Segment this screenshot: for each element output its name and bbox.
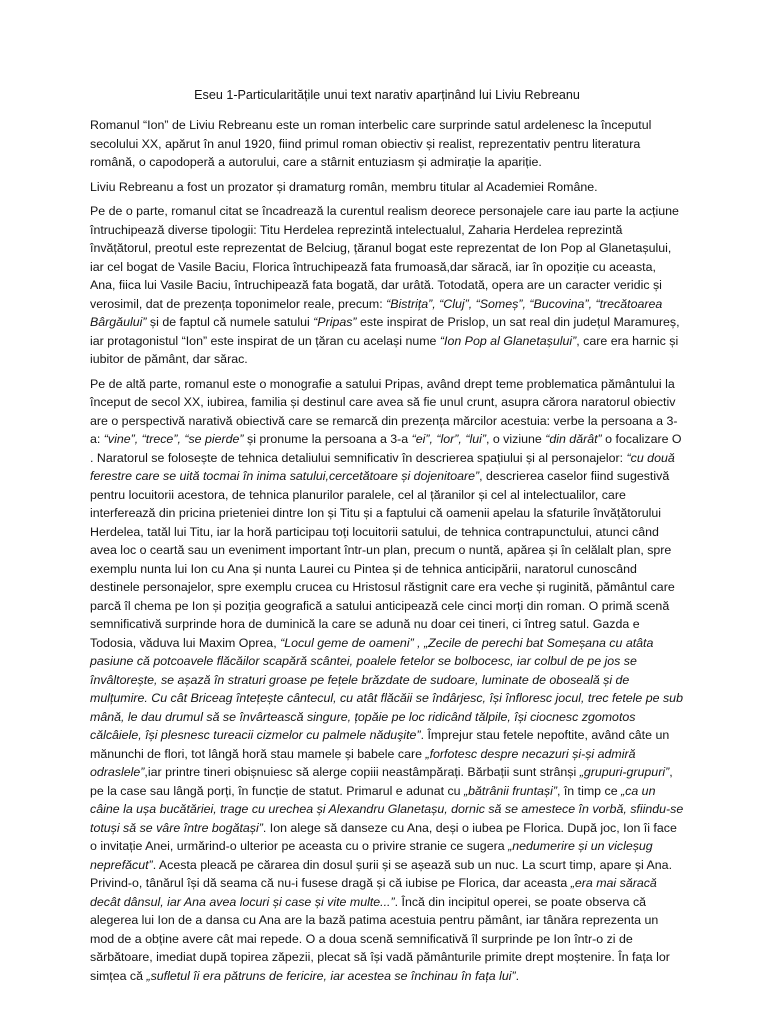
- document-title: Eseu 1-Particularitățile unui text narativ aparținând lui Liviu Rebreanu: [194, 88, 580, 102]
- text-run: , care era harnic și iubitor de pământ, dar sărac.: [90, 333, 679, 366]
- text-run: este inspirat de Prislop, un sat real din județul Maramureș, iar protagonistul “Ion” este inspirat de un țăran cu același nume: [90, 315, 680, 348]
- text-run: Pe de o parte, romanul citat se încadrează la curentul realism deorece personajele care iau parte la acțiune întruchipează diverse tipologii: Titu Herdelea reprezintă intelectualul, Zaharia Herdelea reprezintă învățătorul, preotul este reprezentat de Belciug, țăranul bogat este reprezentat de Ion Pop al Glanetașului, iar cel bogat de Vasile Baciu, Florica întruchipează fata frumoasă,dar săracă, iar în opoziție cu aceasta, Ana, fiica lui Vasile Baciu, întruchipează fata bogată, dar urâtă. Totodată, opera are un caracter veridic și verosimil, dat de prezența toponimelor reale, precum:: [90, 204, 679, 311]
- text-run: și de faptul că numele satului: [146, 315, 314, 329]
- italic-quote: “Pripas”: [313, 315, 357, 329]
- text-run: . Încă din incipitul operei, se poate observa că alegerea lui Ion de a dansa cu Ana are la bază patima acestuia pentru pământ, iar tânăra reprezenta un mod de a obține avere cât mai repede. O a doua scenă semnificativă îl surprinde pe Ion într-o zi de sărbătoare, imediat după topirea zăpezii, plecat să își vadă pământurile primite drept moștenire. În fața lor simțea că: [90, 894, 670, 983]
- italic-quote: “cu două ferestre care se uită tocmai în inima satului,cercetătoare și dojenitoare”: [90, 450, 675, 483]
- text-run: , o viziune: [485, 432, 546, 446]
- italic-quote: “din dărât”: [545, 432, 602, 446]
- paragraph: [90, 375, 684, 986]
- text-run: și pronume la persoana a 3-a: [243, 432, 412, 446]
- paragraph: [90, 116, 684, 172]
- italic-quote: „bătrânii fruntași”: [464, 783, 557, 798]
- text-run: Pe de altă parte, romanul este o monografie a satului Pripas, având drept teme problematica pământului la început de secol XX, iubirea, familia și destinul care avea să fie unul crunt, asupra cărora naratorul obiectiv are o perspectivă narativă obiectivă care se remarcă din prezența mărcilor acestuia: verbe la persoana a 3-a:: [90, 376, 678, 446]
- document-body: [90, 116, 684, 985]
- text-run: . Acesta pleacă pe cărarea din dosul șurii și se așează sub un nuc. La scurt timp, apare și Ana. Privind-o, tânărul își dă seama că nu-i fusese dragă și că iubise pe Florica, dar aceasta: [90, 857, 673, 890]
- italic-quote: “vine”, “trece”, “se pierde”: [103, 432, 244, 446]
- text-run: . Împrejur stau fetele nepoftite, având câte un mănunchi de flori, tot lângă horă stau mamele și babele care: [90, 728, 670, 761]
- italic-quote: “Ion Pop al Glanetașului”: [439, 333, 577, 348]
- italic-quote: „forfotesc despre necazuri și-și admiră odraslele”: [90, 746, 636, 779]
- italic-quote: “ei”, “lor”, “lui”: [411, 432, 486, 446]
- italic-quote: „sufletul îi era pătruns de fericire, iar acestea se închinau în fața lui”: [146, 968, 516, 983]
- italic-quote: “Locul geme de oameni” , „Zecile de perechi bat Someșana cu atâta pasiune că potcoavele flăcăilor scapără scântei, poalele fetelor se bolbocesc, iar colbul de pe jos se învâltorește, se așază în straturi groase pe fețele brăzdate de sudoare, luminate de oboseală și de mulțumire. Cu cât Briceag întețește cântecul, cu atât flăcăii se îndârjesc, își înfloresc jocul, trec fetele pe sub mână, le dau drumul să se învârtească singure, țopăie pe loc ridicând tălpile, își ciocnesc zgomotos călcâiele, își plesnesc tureacii cizmelor cu palmele năduşite”: [90, 635, 683, 742]
- text-run: Romanul “Ion” de Liviu Rebreanu este un roman interbelic care surprinde satul ardelenesc la începutul secolului XX, apărut în anul 1920, fiind primul roman obiectiv și realist, reprezentativ pentru literatura română, o capodoperă a autorului, care a stârnit entuziasm și admirație la apariție.: [90, 118, 652, 169]
- paragraph: [90, 178, 684, 197]
- italic-quote: „grupuri-grupuri”: [579, 765, 670, 779]
- text-run: o focalizare O . Naratorul se folosește de tehnica detaliului semnificativ în descrierea spațiului și al personajelor:: [90, 432, 682, 465]
- italic-quote: „era mai săracă decât dânsul, iar Ana avea locuri și case și vite multe...”: [90, 876, 657, 909]
- italic-quote: „nedumerire și un vicleșug neprefăcut”: [90, 839, 653, 872]
- text-run: Liviu Rebreanu a fost un prozator și dramaturg român, membru titular al Academiei Române.: [90, 179, 598, 194]
- italic-quote: “Bistrița”, “Cluj”, “Someș”, “Bucovina”, “trecătoarea Bârgăului”: [90, 296, 663, 329]
- text-run: , în timp ce: [556, 783, 622, 798]
- text-run: ,iar printre tineri obișnuiesc să alerge copiii neastâmpărați. Bărbații sunt strânși: [144, 765, 580, 779]
- paragraph: [90, 202, 684, 369]
- text-run: .: [515, 968, 520, 983]
- text-run: . Ion alege să danseze cu Ana, deși o iubea pe Florica. După joc, Ion îi face o invitație Anei, urmărind-o ulterior pe aceasta cu o privire stranie ce sugera: [90, 820, 677, 853]
- text-run: , descrierea caselor fiind sugestivă pentru locuitorii acestora, de tehnica planurilor paralele, cel al țăranilor și cel al intelectualilor, care interferează din pricina prieteniei dintre Ion și Titu și a faptului că oamenii apelau la sfaturile învățătorului Herdelea, tatăl lui Titu, iar la horă participau toți locuitorii satului, de tehnica contrapunctului, atunci când avea loc o ceartă sau un eveniment important într-un plan, precum o nuntă, apărea și în celălalt plan, spre exemplu nunta lui Ion cu Ana și nunta Laurei cu Pintea și de tehnica anticipării, naratorul cunoscând destinele personajelor, spre exemplu crucea cu Hristosul răstignit care era veche și ruginită, pământul care parcă îl chema pe Ion și poziția geografică a satului anticipează cele cinci morți din roman. O primă scenă semnificativă surprinde hora de duminică la care se adună nu doar cei tineri, ci întreg satul. Gazda e Todosia, văduva lui Maxim Oprea,: [90, 469, 675, 650]
- italic-quote: „ca un câine la ușa bucătăriei, trage cu urechea și Alexandru Glanetașu, dornic să se amestece în vorbă, sfiindu-se totuși să se vâre între bogătași”: [90, 783, 684, 835]
- text-run: , pe la case sau lângă porți, în funcție de statut. Primarul e adunat cu: [90, 765, 673, 798]
